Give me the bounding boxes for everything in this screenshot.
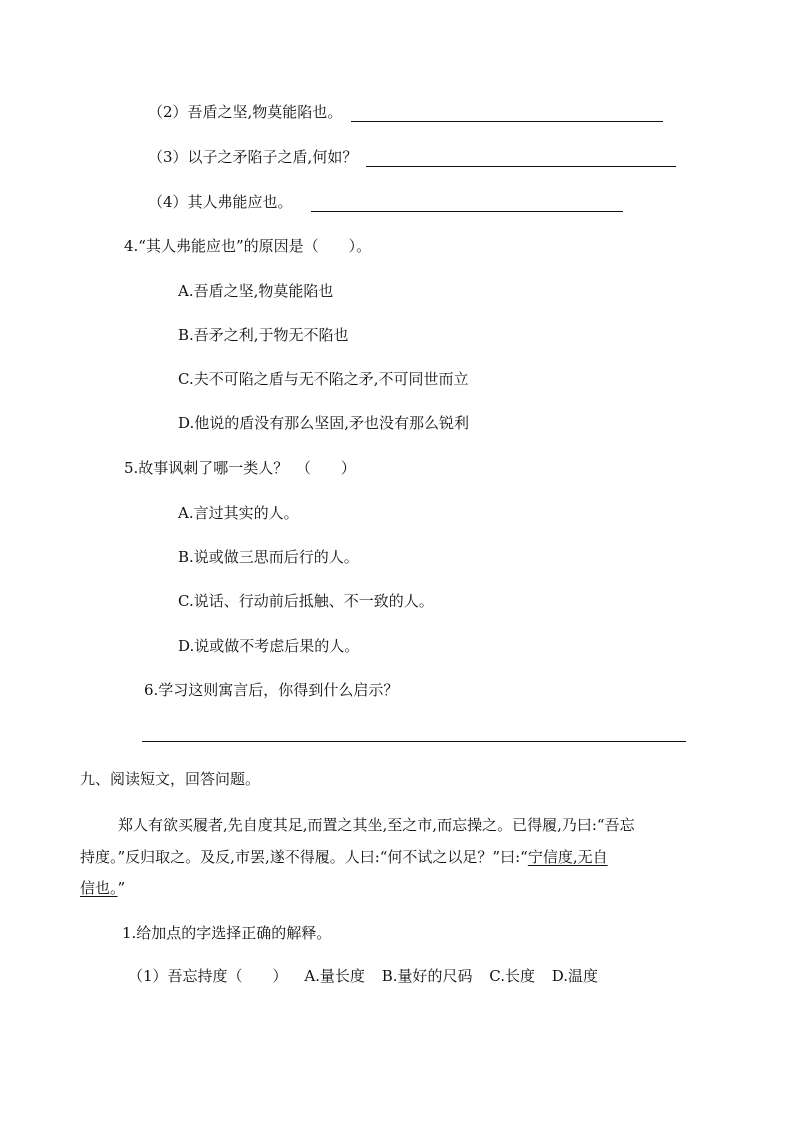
s9-q1-item-1 [128, 966, 598, 986]
s9-q1-item-1-prompt: （1）吾忘持度（ ） [128, 967, 288, 985]
q3-item-4-text: （4）其人弗能应也。 [148, 193, 293, 211]
q3-item-3-text: （3）以子之矛陷子之盾,何如？ [148, 148, 358, 166]
q5-option-a[interactable]: A.言过其实的人。 [178, 504, 299, 522]
q5-stem: 5.故事讽刺了哪一类人？ （ ） [124, 459, 356, 477]
section-9-title: 九、阅读短文，回答问题。 [80, 770, 261, 788]
q5-option-b[interactable]: B.说或做三思而后行的人。 [178, 548, 359, 566]
s9-q1-stem: 1.给加点的字选择正确的解释。 [122, 924, 332, 942]
q3-item-2 [148, 102, 663, 122]
s9-q1-option-b[interactable]: B.量好的尺码 [381, 967, 473, 985]
passage-line-3 [80, 878, 125, 898]
s9-q1-option-c[interactable]: C.长度 [489, 967, 536, 985]
q4-option-d[interactable]: D.他说的盾没有那么坚固,矛也没有那么锐利 [178, 414, 470, 432]
answer-line-q6[interactable] [142, 741, 686, 742]
q3-item-3 [148, 147, 676, 167]
answer-blank-q3-3[interactable] [366, 150, 676, 167]
q3-item-4 [148, 192, 623, 212]
passage-line-1: 郑人有欲买履者,先自度其足,而置之其坐,至之市,而忘操之。已得履,乃曰:“吾忘 [118, 816, 635, 834]
passage-line-2-text: 持度。”反归取之。及反,市罢,遂不得履。人曰:“何不试之以足？”曰:“ [80, 848, 528, 866]
underlined-phrase-part2: 信也。 [80, 879, 118, 897]
answer-blank-q3-4[interactable] [311, 195, 623, 212]
q4-option-c[interactable]: C.夫不可陷之盾与无不陷之矛,不可同世而立 [178, 370, 469, 388]
q6-stem: 6.学习这则寓言后，你得到什么启示？ [144, 681, 399, 699]
passage-closing-quote: ” [117, 879, 126, 897]
q4-option-a[interactable]: A.吾盾之坚,物莫能陷也 [178, 282, 334, 300]
q5-option-d[interactable]: D.说或做不考虑后果的人。 [178, 637, 360, 655]
q5-option-c[interactable]: C.说话、行动前后抵触、不一致的人。 [178, 592, 434, 610]
q4-stem: 4.“其人弗能应也”的原因是（ ）。 [124, 237, 372, 255]
underlined-phrase-part1: 宁信度,无自 [527, 848, 608, 866]
answer-blank-q3-2[interactable] [351, 105, 663, 122]
s9-q1-option-d[interactable]: D.温度 [551, 967, 599, 985]
q3-item-2-text: （2）吾盾之坚,物莫能陷也。 [148, 103, 343, 121]
q4-option-b[interactable]: B.吾矛之利,于物无不陷也 [178, 326, 349, 344]
s9-q1-option-a[interactable]: A.量长度 [304, 967, 365, 985]
passage-line-2 [80, 847, 608, 867]
